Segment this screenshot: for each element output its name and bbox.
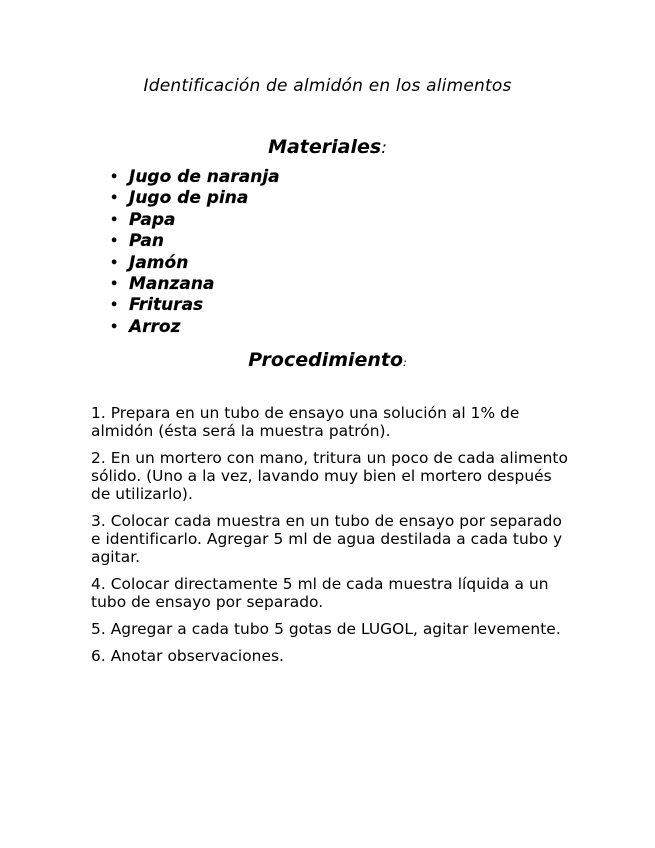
material-label: Jugo de naranja [129,167,280,187]
material-label: Manzana [129,273,215,294]
procedure-heading-text: Procedimiento [248,349,404,371]
bullet-icon: • [110,276,119,292]
list-item [107,167,280,188]
materials-list [107,167,280,338]
material-label: Frituras [129,295,204,316]
bullet-icon: • [110,319,119,335]
materials-heading [0,136,655,158]
list-item [107,274,280,295]
list-item [107,253,280,274]
list-item [107,188,280,209]
procedure-step: 5. Agregar a cada tubo 5 gotas de LUGOL, agitar levemente. [91,620,561,639]
materials-heading-text: Materiales [268,136,382,158]
procedure-step: 6. Anotar observaciones. [91,646,284,665]
list-item [107,210,280,231]
procedure-step: 3. Colocar cada muestra en un tubo de ensayo por separado e identificarlo. Agregar 5 ml de agua destilada a cada tubo y agitar. [91,512,563,567]
procedure-step: 2. En un mortero con mano, tritura un poco de cada alimento sólido. (Uno a la vez, lavando muy bien el mortero después de utilizarlo). [91,448,568,504]
material-label: Pan [129,231,164,252]
material-label: Papa [129,209,176,230]
procedure-heading [0,349,655,371]
procedure-step: 1. Prepara en un tubo de ensayo una solución al 1% de almidón (ésta será la muestra patrón). [91,404,520,441]
bullet-icon: • [110,255,119,271]
bullet-icon: • [110,234,119,250]
material-label: Jugo de pina [129,188,249,209]
bullet-icon: • [110,170,119,185]
document-title: Identificación de almidón en los alimentos [143,76,512,96]
procedure-heading-colon: : [403,356,407,369]
list-item [107,231,280,252]
bullet-icon: • [110,298,119,314]
list-item [107,295,280,316]
material-label: Arroz [129,316,181,337]
list-item [107,317,280,338]
bullet-icon: • [110,191,119,207]
materials-heading-colon: : [381,138,387,158]
procedure-steps [91,404,569,673]
procedure-step: 4. Colocar directamente 5 ml de cada muestra líquida a un tubo de ensayo por separado. [91,575,549,612]
bullet-icon: • [110,212,119,228]
material-label: Jamón [129,252,189,273]
